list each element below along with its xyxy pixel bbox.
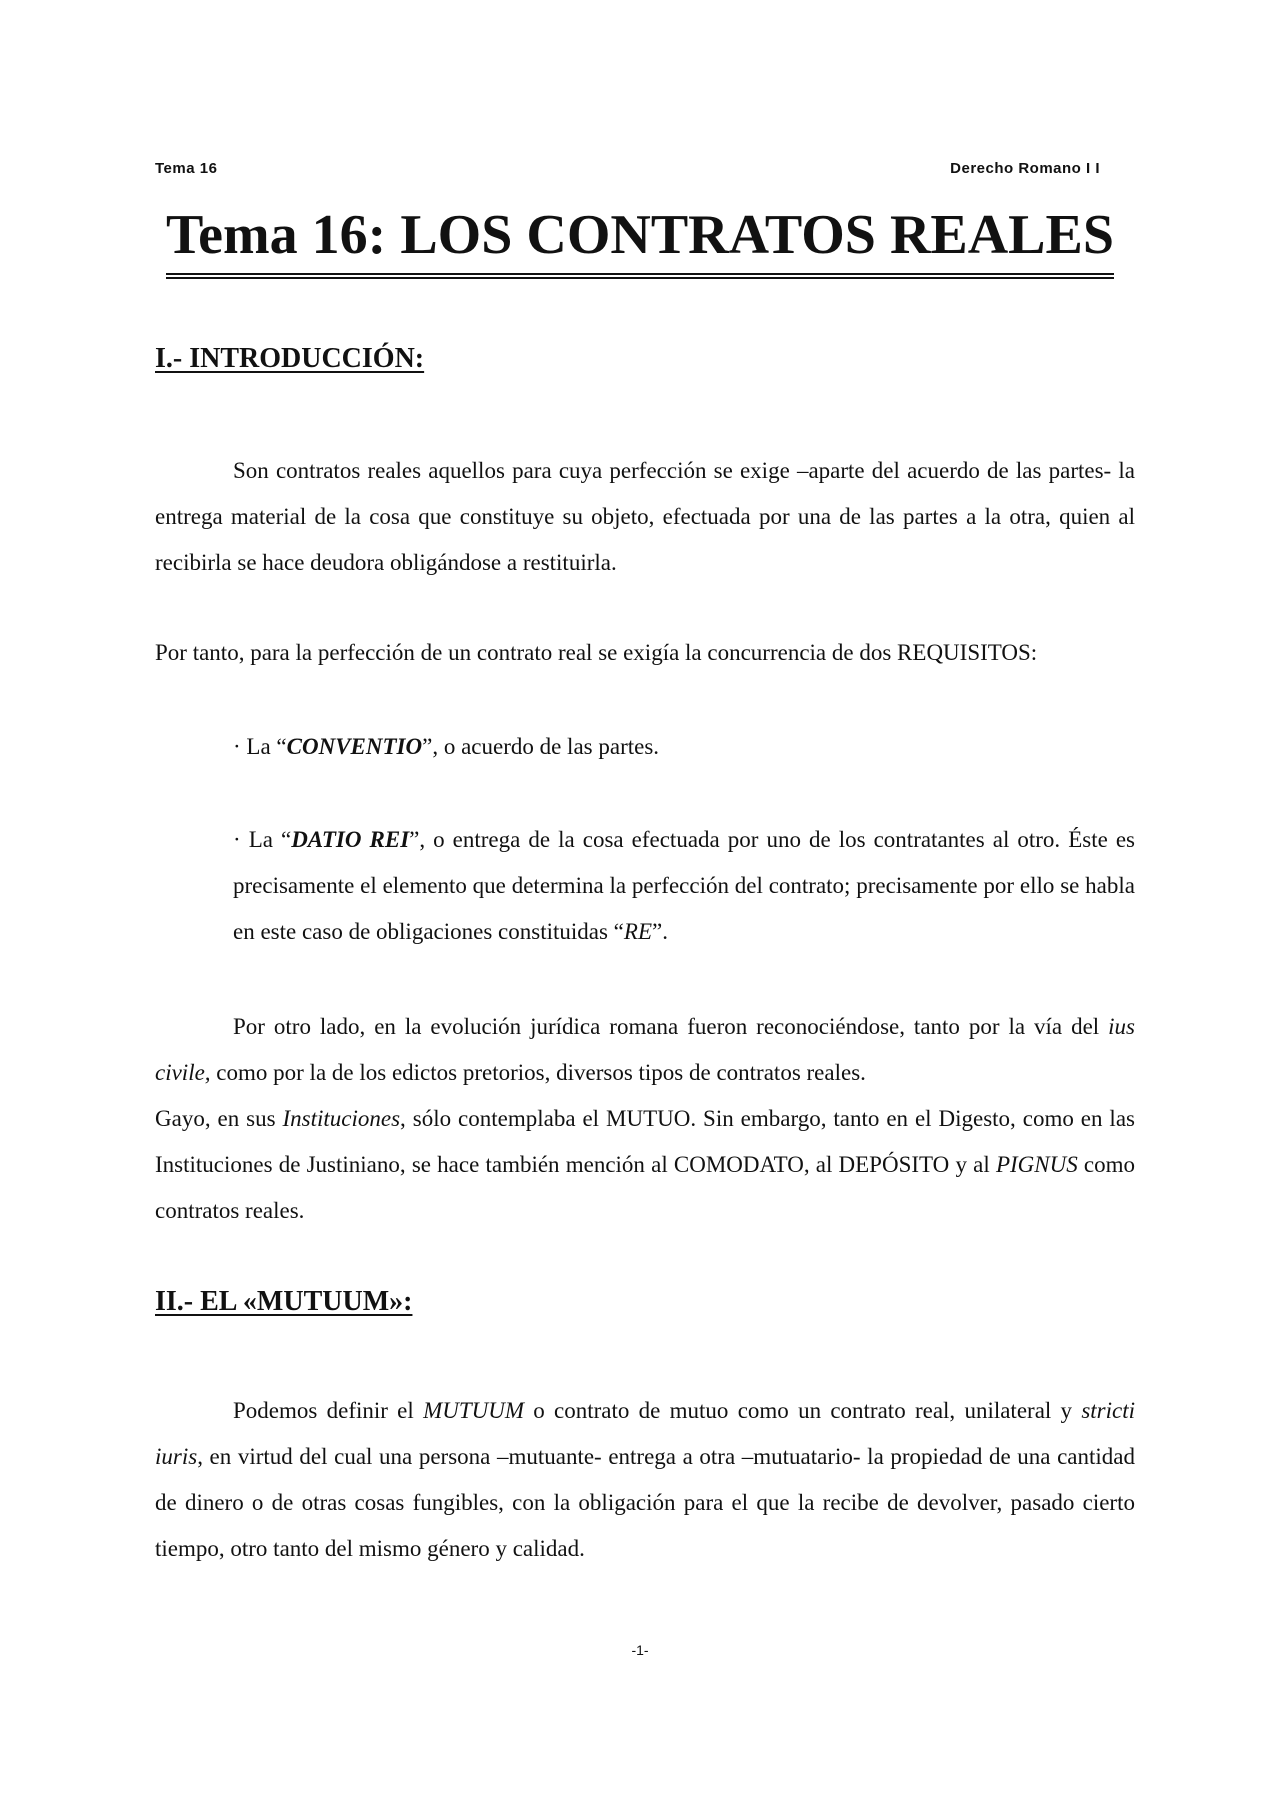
term-conventio: CONVENTIO [286,734,423,759]
page-number: -1- [631,1642,649,1658]
intro-paragraph-4 [155,1096,1135,1234]
intro-paragraph-1: Son contratos reales aquellos para cuya perfección se exige –aparte del acuerdo de las partes- la entrega material de la cosa que constituye su objeto, efectuada por una de las partes a la otra, quien al recibirla se hace deudora obligándose a restituirla. [155,458,1135,575]
term-instituciones: Instituciones [282,1106,401,1131]
intro-paragraph-2: Por tanto, para la perfección de un contrato real se exigía la concurrencia de dos REQUISITOS: [155,640,1038,665]
bullet-prefix: · La “ [233,827,292,852]
requisito-conventio [233,724,1135,770]
running-header-left: Tema 16 [155,160,218,177]
text-span: , sólo contemplaba el MUTUO. Sin embargo, tanto en el Digesto, como en las Instituciones de Justiniano, se hace también mención al COMODATO, al DEPÓSITO y al [155,1106,1135,1177]
page-title: Tema 16: LOS CONTRATOS REALES [166,205,1114,279]
bullet-prefix: · La “ [233,734,287,759]
bullet-end: ”. [652,919,668,944]
text-span: como contratos reales. [155,1152,1135,1223]
term-stricti-iuris: stricti iuris [155,1398,1135,1469]
bullet-text: ”, o entrega de la cosa efectuada por uno de los contratantes al otro. Éste es precisamente el elemento que determina la perfección del contrato; precisamente por ello se habla en este caso de obligaciones constituidas “ [233,827,1135,944]
mutuum-paragraph-1 [155,1388,1135,1572]
term-datio-rei: DATIO REI [291,827,410,852]
section-heading-introduccion: I.- INTRODUCCIÓN: [155,343,425,374]
term-pignus: PIGNUS [995,1152,1078,1177]
term-ius-civile: ius civile, [155,1014,1135,1085]
text-span: Por otro lado, en la evolución jurídica romana fueron reconociéndose, tanto por la vía del [233,1014,1109,1039]
requisito-datio-rei [233,817,1135,955]
text-span: o contrato de mutuo como un contrato real, unilateral y [524,1398,1082,1423]
text-span: como por la de los edictos pretorios, diversos tipos de contratos reales. [210,1060,866,1085]
term-re: RE [623,919,652,944]
intro-paragraph-3 [155,1004,1135,1096]
term-mutuum: MUTUUM [423,1398,525,1423]
running-header-right: Derecho Romano I I [950,160,1100,177]
text-span: Podemos definir el [233,1398,424,1423]
text-span: , en virtud del cual una persona –mutuante- entrega a otra –mutuatario- la propiedad de una cantidad de dinero o de otras cosas fungibles, con la obligación para el que la recibe de devolver, pasado cierto tiempo, otro tanto del mismo género y calidad. [155,1444,1135,1561]
text-span: Gayo, en sus [155,1106,283,1131]
section-heading-mutuum: II.- EL «MUTUUM»: [155,1286,413,1317]
bullet-text: ”, o acuerdo de las partes. [422,734,660,759]
title-container [0,205,1280,279]
